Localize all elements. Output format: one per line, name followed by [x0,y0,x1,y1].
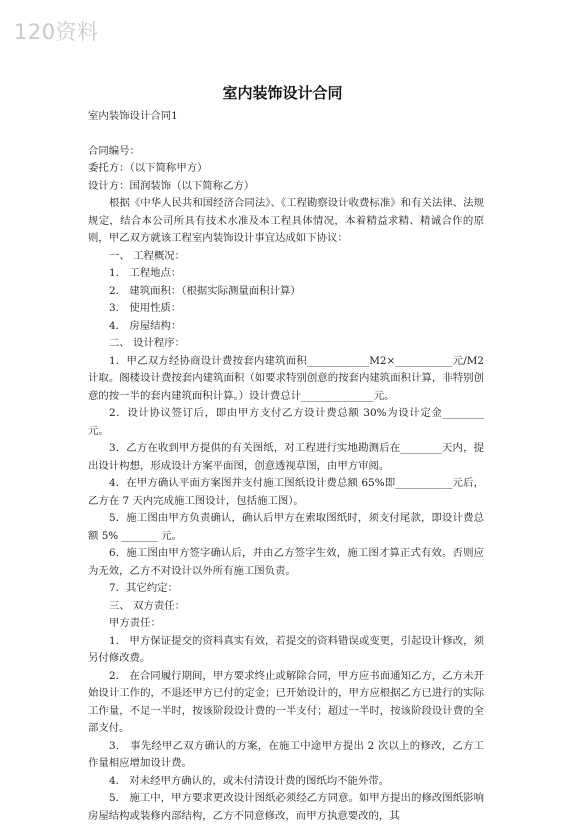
section-heading-project: 一、 工程概况： [109,249,186,262]
document-title: 室内装饰设计合同 [222,84,343,102]
project-structure: 4． 房屋结构： [109,319,182,332]
document-body [88,108,484,825]
procedure-item: 6．施工图由甲方签字确认后，并由乙方签字生效，施工图才算正式有效。否则应为无效，乙方不对设计以外所有施工图负责。 [88,547,484,577]
responsibility-item: 1． 甲方保证提交的资料真实有效，若提交的资料错误或变更，引起设计修改，须另付修改费。 [88,634,484,664]
responsibility-item: 4． 对未经甲方确认的，或未付清设计费的图纸均不能外带。 [109,774,390,787]
project-area: 2． 建筑面积：（根据实际测量面积计算） [109,284,301,297]
procedure-item: 3．乙方在收到甲方提供的有关图纸，对工程进行实地勘测后在________天内，提出设计构想，形成设计方案平面图，创意透视草图，由甲方审阅。 [88,442,484,472]
procedure-item: 7．其它约定： [109,582,178,594]
document-subtitle: 室内装饰设计合同1 [88,110,178,122]
project-usage: 3． 使用性质： [109,302,182,314]
designer-party: 设计方：国润装饰（以下简称乙方） [88,179,255,192]
responsibility-item: 5． 施工中，甲方要求更改设计图纸必须经乙方同意。如甲方提出的修改图纸影响房屋结构或装修内部结构，乙方不同意修改，而甲方执意要改的，其 [88,792,484,822]
preamble-paragraph: 根据《中华人民共和国经济合同法》、《工程勘察设计收费标准》和有关法律、法规规定，结合本公司所具有技术水准及本工程具体情况，本着精益求精、精诚合作的原则，甲乙双方就该工程室内装饰设计事宜达成如下协议： [88,197,484,244]
procedure-item: 2．设计协议签订后，即由甲方支付乙方设计费总额 30%为设计定金________元。 [88,407,484,437]
party-a-responsibility-label: 甲方责任： [109,617,161,629]
procedure-item: 5．施工图由甲方负责确认，确认后甲方在索取图纸时，须支付尾款，即设计费总额 5% _______ 元。 [88,512,484,542]
procedure-item: 4．在甲方确认平面方案图并支付施工图纸设计费总额 65%即___________元后，乙方在 7 天内完成施工图设计，包括施工图）。 [88,477,484,507]
responsibility-item: 3． 事先经甲乙双方确认的方案，在施工中途甲方提出 2 次以上的修改，乙方工作量相应增加设计费。 [88,739,484,769]
section-heading-responsibility: 三、 双方责任： [109,599,186,612]
procedure-item: 1．甲乙双方经协商设计费按套内建筑面积____________M2×___________元/M2计取。阁楼设计费按套内建筑面积（如要求特别创意的按套内建筑面积计算，非特别创意的按一半的套内建筑面积计算。）设计费总计______________元。 [88,354,484,402]
watermark-logo: 120资料 [14,20,99,44]
project-location: 1． 工程地点： [109,267,182,279]
client-party: 委托方：（以下简称甲方） [88,162,208,174]
section-heading-procedure: 二、 设计程序： [109,337,186,349]
contract-number: 合同编号： [88,144,140,157]
responsibility-item: 2． 在合同履行期间，甲方要求终止或解除合同，甲方应书面通知乙方，乙方未开始设计工作的，不退还甲方已付的定金；已开始设计的，甲方应根据乙方已进行的实际工作量，不足一半时，按该阶段设计费的一半支付；超过一半时，按该阶段设计费的全部支付。 [88,669,484,734]
